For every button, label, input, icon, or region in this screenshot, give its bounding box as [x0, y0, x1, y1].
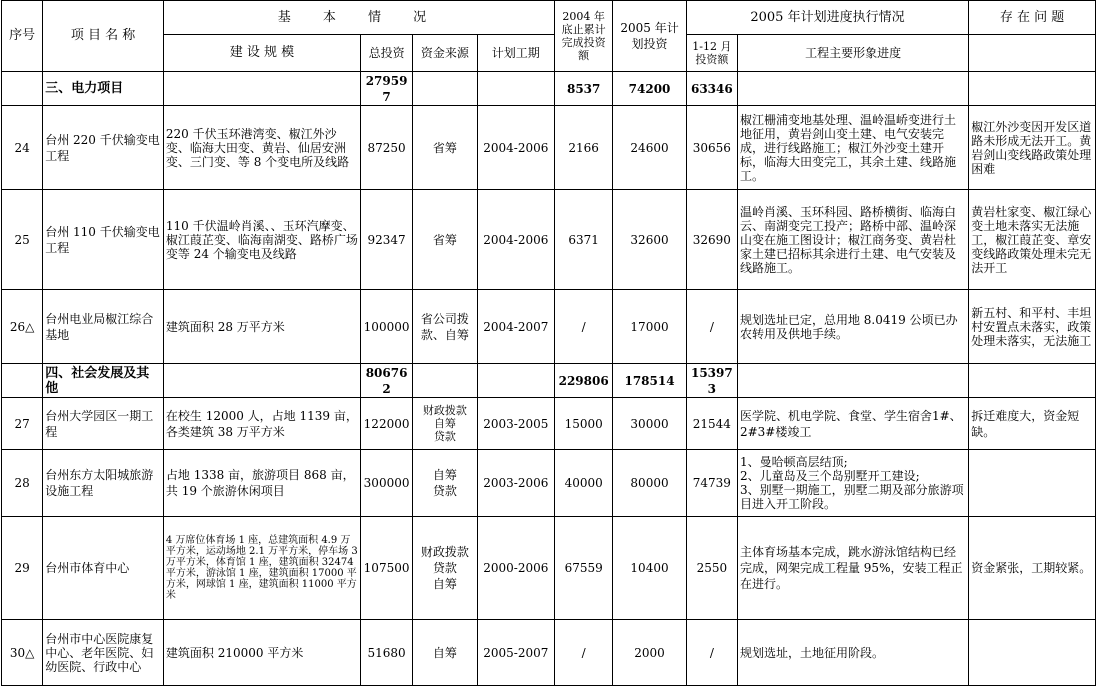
row-source: 财政拨款 自筹 贷款: [413, 398, 477, 450]
section-seq: [2, 364, 43, 398]
row-name: 台州电业局椒江综合基地: [43, 290, 164, 364]
row-progress: 规划选址，土地征用阶段。: [737, 620, 968, 686]
row-issues: 椒江外沙变因开发区道路未形成无法开工。黄岩剑山变线路政策处理困难: [969, 106, 1096, 190]
row-period: 2003-2005: [477, 398, 554, 450]
row-plan2005: 10400: [613, 517, 686, 620]
row-issues: [969, 620, 1096, 686]
row-period: 2004-2007: [477, 290, 554, 364]
header-total: 总投资: [360, 35, 412, 72]
header-source: 资金来源: [413, 35, 477, 72]
header-plan2005: 2005 年计划投资: [613, 1, 686, 72]
row-seq: 27: [2, 398, 43, 450]
section-total: 806762: [360, 364, 412, 398]
row-cum2004: 6371: [555, 190, 613, 290]
row-m112: 32690: [686, 190, 737, 290]
row-m112: 74739: [686, 450, 737, 517]
header-cum2004: 2004 年底止累计完成投资额: [555, 1, 613, 72]
row-plan2005: 24600: [613, 106, 686, 190]
section-row: [2, 364, 1096, 398]
header-row: [2, 1, 1096, 35]
row-total: 87250: [360, 106, 412, 190]
section-issues: [969, 364, 1096, 398]
row-total: 107500: [360, 517, 412, 620]
header-progress: 工程主要形象进度: [737, 35, 968, 72]
row-source: 自筹 贷款: [413, 450, 477, 517]
row-source: 省公司拨款、自筹: [413, 290, 477, 364]
section-seq: [2, 72, 43, 106]
row-period: 2000-2006: [477, 517, 554, 620]
header-seq: 序号: [2, 1, 43, 72]
row-source: 财政拨款 贷款 自筹: [413, 517, 477, 620]
row-issues: 资金紧张，工期较紧。: [969, 517, 1096, 620]
project-progress-table: [1, 0, 1096, 686]
row-total: 92347: [360, 190, 412, 290]
row-seq: 25: [2, 190, 43, 290]
row-progress: 温岭肖溪、玉环科园、路桥横街、临海白云、南湖变完工投产；路桥中部、温岭深山变在施工图设计；椒江商务变、黄岩杜家土建已招标其余进行土建、电气安装及线路施工。: [737, 190, 968, 290]
row-progress: 主体育场基本完成，跳水游泳馆结构已经完成，网架完成工程量 95%，安装工程正在进行。: [737, 517, 968, 620]
row-source: 省筹: [413, 106, 477, 190]
row-name: 台州东方太阳城旅游设施工程: [43, 450, 164, 517]
table-row: [2, 517, 1096, 620]
row-issues: 拆迁难度大，资金短缺。: [969, 398, 1096, 450]
row-progress: 椒江栅浦变地基处理、温岭温峤变进行土地征用，黄岩剑山变土建、电气安装完成，进行线路施工；椒江外沙变土建开标，临海大田变完工，其余土建、线路施工。: [737, 106, 968, 190]
header-issues-blank: [969, 35, 1096, 72]
header-name: 项 目 名 称: [43, 1, 164, 72]
row-m112: 2550: [686, 517, 737, 620]
row-scale: 4 万席位体育场 1 座，总建筑面积 4.9 万平方米，运动场地 2.1 万平方米，停车场 3 万平方米，体育馆 1 座，建筑面积 32474 平方米，游泳馆 1 座，建筑面积 17000 平方米，网球馆 1 座，建筑面积 11000 平方米: [163, 517, 360, 620]
row-scale: 220 千伏玉环港湾变、椒江外沙变、临海大田变、黄岩、仙居安洲变、三门变、等 8 个变电所及线路: [163, 106, 360, 190]
row-cum2004: 2166: [555, 106, 613, 190]
table-row: [2, 450, 1096, 517]
row-total: 100000: [360, 290, 412, 364]
section-cum2004: 8537: [555, 72, 613, 106]
section-scale: [163, 364, 360, 398]
row-scale: 在校生 12000 人，占地 1139 亩，各类建筑 38 万平方米: [163, 398, 360, 450]
row-seq: 26△: [2, 290, 43, 364]
row-scale: 建筑面积 28 万平方米: [163, 290, 360, 364]
section-plan2005: 74200: [613, 72, 686, 106]
row-name: 台州 220 千伏输变电工程: [43, 106, 164, 190]
section-issues: [969, 72, 1096, 106]
row-progress: 1、曼哈顿高层结顶; 2、儿童岛及三个岛别墅开工建设; 3、别墅一期施工，别墅二期及部分旅游项目进入开工阶段。: [737, 450, 968, 517]
section-plan2005: 178514: [613, 364, 686, 398]
row-total: 51680: [360, 620, 412, 686]
row-total: 300000: [360, 450, 412, 517]
section-period: [477, 72, 554, 106]
row-name: 台州市体育中心: [43, 517, 164, 620]
section-name: 三、电力项目: [43, 72, 164, 106]
section-row: [2, 72, 1096, 106]
row-period: 2004-2006: [477, 106, 554, 190]
row-source: 自筹: [413, 620, 477, 686]
row-period: 2003-2006: [477, 450, 554, 517]
row-cum2004: 40000: [555, 450, 613, 517]
row-m112: 21544: [686, 398, 737, 450]
header-period: 计划工期: [477, 35, 554, 72]
section-progress: [737, 364, 968, 398]
table-row: [2, 290, 1096, 364]
row-scale: 110 千伏温岭肖溪、、玉环汽摩变、椒江葭芷变、临海南湖变、路桥广场变等 24 个输变电及线路: [163, 190, 360, 290]
table-row: [2, 398, 1096, 450]
section-period: [477, 364, 554, 398]
header-basic: 基 本 情 况: [163, 1, 554, 35]
row-cum2004: 67559: [555, 517, 613, 620]
row-seq: 24: [2, 106, 43, 190]
section-m112: 153973: [686, 364, 737, 398]
header-m112: 1-12 月投资额: [686, 35, 737, 72]
row-seq: 29: [2, 517, 43, 620]
row-progress: 医学院、机电学院、食堂、学生宿舍1#、2#3#楼竣工: [737, 398, 968, 450]
row-m112: /: [686, 290, 737, 364]
table-row: [2, 190, 1096, 290]
row-issues: 新五村、和平村、丰坦村安置点未落实，政策处理未落实，无法施工: [969, 290, 1096, 364]
row-issues: [969, 450, 1096, 517]
section-source: [413, 364, 477, 398]
section-name: 四、社会发展及其他: [43, 364, 164, 398]
row-cum2004: /: [555, 620, 613, 686]
section-source: [413, 72, 477, 106]
row-name: 台州 110 千伏输变电工程: [43, 190, 164, 290]
row-plan2005: 80000: [613, 450, 686, 517]
header-row: [2, 35, 1096, 72]
row-name: 台州市中心医院康复中心、老年医院、妇幼医院、行政中心: [43, 620, 164, 686]
row-progress: 规划选址已定，总用地 8.0419 公顷已办农转用及供地手续。: [737, 290, 968, 364]
row-seq: 30△: [2, 620, 43, 686]
row-issues: 黄岩杜家变、椒江绿心变土地未落实无法施工，椒江葭芷变、章安变线路政策处理未完无法开工: [969, 190, 1096, 290]
header-exec2005: 2005 年计划进度执行情况: [686, 1, 969, 35]
row-name: 台州大学园区一期工程: [43, 398, 164, 450]
row-plan2005: 30000: [613, 398, 686, 450]
row-scale: 建筑面积 210000 平方米: [163, 620, 360, 686]
row-plan2005: 32600: [613, 190, 686, 290]
section-m112: 63346: [686, 72, 737, 106]
row-scale: 占地 1338 亩，旅游项目 868 亩，共 19 个旅游休闲项目: [163, 450, 360, 517]
table-row: [2, 620, 1096, 686]
header-scale: 建 设 规 模: [163, 35, 360, 72]
row-period: 2005-2007: [477, 620, 554, 686]
row-plan2005: 17000: [613, 290, 686, 364]
section-progress: [737, 72, 968, 106]
row-source: 省筹: [413, 190, 477, 290]
section-scale: [163, 72, 360, 106]
row-total: 122000: [360, 398, 412, 450]
section-total: 279597: [360, 72, 412, 106]
section-cum2004: 229806: [555, 364, 613, 398]
table-row: [2, 106, 1096, 190]
row-plan2005: 2000: [613, 620, 686, 686]
header-issues: 存 在 问 题: [969, 1, 1096, 35]
row-seq: 28: [2, 450, 43, 517]
row-m112: 30656: [686, 106, 737, 190]
row-period: 2004-2006: [477, 190, 554, 290]
row-m112: /: [686, 620, 737, 686]
row-cum2004: /: [555, 290, 613, 364]
row-cum2004: 15000: [555, 398, 613, 450]
